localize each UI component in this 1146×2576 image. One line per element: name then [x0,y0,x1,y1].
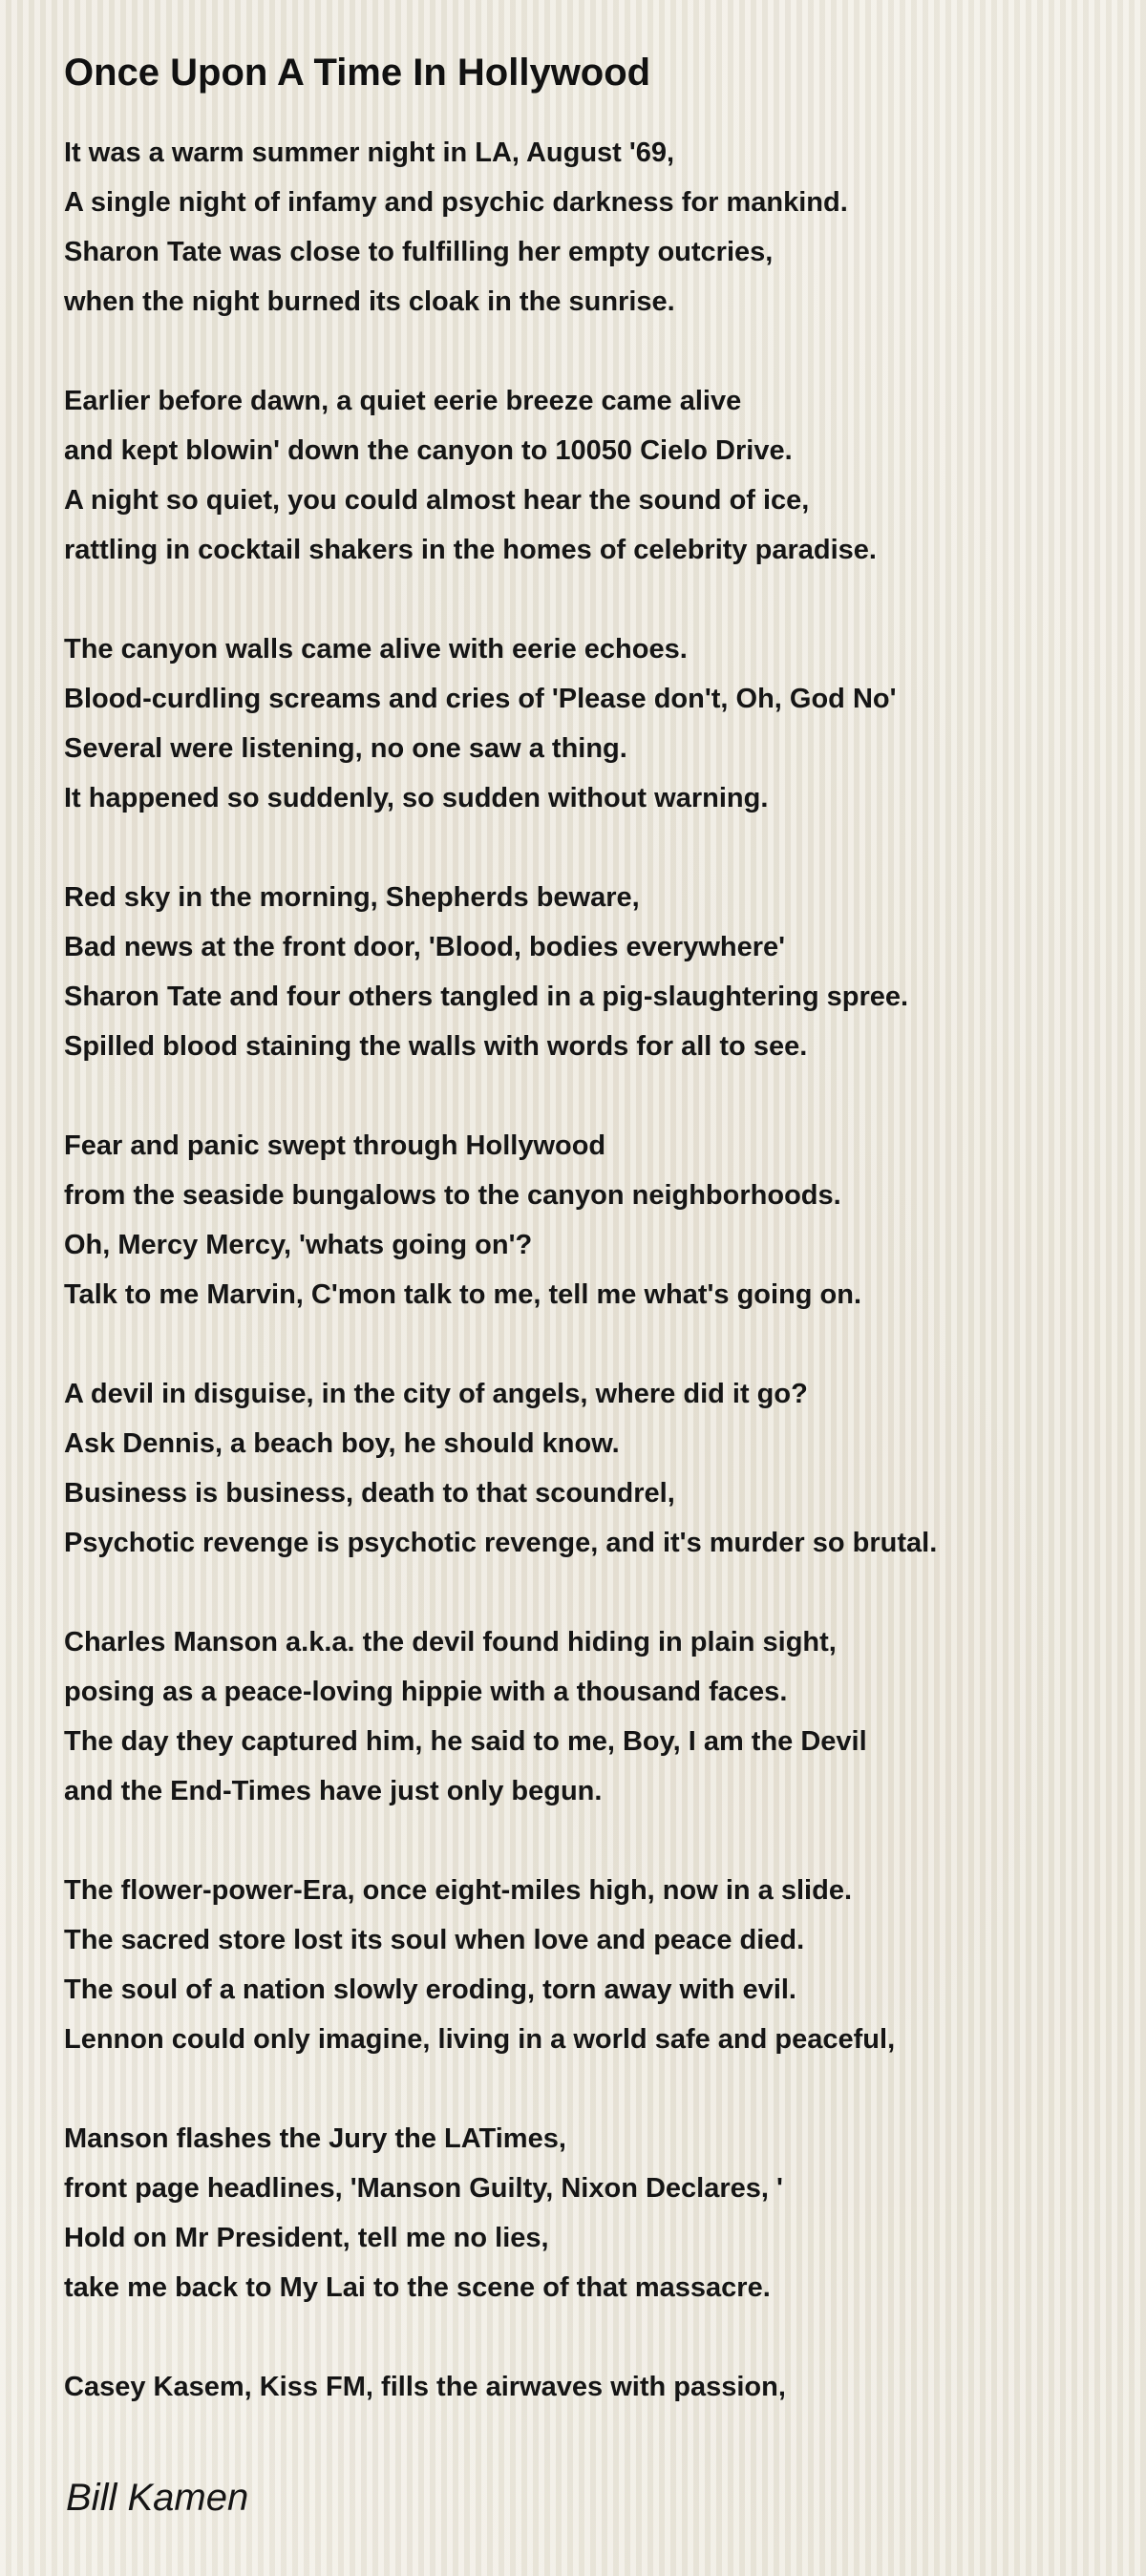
stanza [64,128,1086,327]
poem-line: A night so quiet, you could almost hear the sound of ice, [64,485,810,516]
stanza [64,2114,1086,2312]
poem-line: Manson flashes the Jury the LATimes, [64,2123,566,2154]
poem-line: Earlier before dawn, a quiet eerie breeze came alive [64,386,742,416]
poem-line: Red sky in the morning, Shepherds beware, [64,882,640,913]
stanza [64,1617,1086,1816]
poem-line: The day they captured him, he said to me, Boy, I am the Devil [64,1726,867,1757]
poem-line: Several were listening, no one saw a thing. [64,733,627,764]
poem-line: from the seaside bungalows to the canyon neighborhoods. [64,1180,841,1211]
stanza [64,1121,1086,1320]
poem-line: Blood-curdling screams and cries of 'Please don't, Oh, God No' [64,684,897,714]
poem-line: Sharon Tate and four others tangled in a pig-slaughtering spree. [64,982,909,1012]
poem-line: Talk to me Marvin, C'mon talk to me, tell me what's going on. [64,1279,862,1310]
poem-line: Bad news at the front door, 'Blood, bodies everywhere' [64,932,786,962]
poem-line: The canyon walls came alive with eerie echoes. [64,634,688,665]
poem-line: Business is business, death to that scoundrel, [64,1478,675,1509]
stanza [64,2362,1086,2412]
poem-line: Sharon Tate was close to fulfilling her empty outcries, [64,237,774,267]
poem-line: Psychotic revenge is psychotic revenge, and it's murder so brutal. [64,1528,938,1558]
stanza [64,376,1086,575]
poem-body [64,128,1086,2412]
poem-author-signature: Bill Kamen [66,2477,249,2519]
poem-line: The sacred store lost its soul when love and peace died. [64,1925,805,1955]
poem-line: Oh, Mercy Mercy, 'whats going on'? [64,1230,533,1260]
poem-line: Spilled blood staining the walls with words for all to see. [64,1031,808,1062]
poem-line: Ask Dennis, a beach boy, he should know. [64,1428,620,1459]
poem-line: A devil in disguise, in the city of angels, where did it go? [64,1379,808,1409]
poem-line: rattling in cocktail shakers in the homes of celebrity paradise. [64,535,877,565]
poem-line: posing as a peace-loving hippie with a thousand faces. [64,1677,788,1707]
poem-line: It was a warm summer night in LA, August '69, [64,137,675,168]
poem-line: and the End-Times have just only begun. [64,1776,603,1806]
poem-line: Lennon could only imagine, living in a world safe and peaceful, [64,2024,896,2055]
poem-line: front page headlines, 'Manson Guilty, Nixon Declares, ' [64,2173,783,2204]
poem-line: Casey Kasem, Kiss FM, fills the airwaves with passion, [64,2372,786,2402]
poem-line: when the night burned its cloak in the sunrise. [64,286,675,317]
poem-container [64,46,1086,2461]
poem-line: and kept blowin' down the canyon to 10050 Cielo Drive. [64,435,793,466]
poem-line: Fear and panic swept through Hollywood [64,1130,606,1161]
poem-title: Once Upon A Time In Hollywood [64,52,651,94]
stanza [64,1866,1086,2064]
stanza [64,1369,1086,1568]
poem-line: It happened so suddenly, so sudden without warning. [64,783,769,813]
stanza [64,624,1086,823]
poem-line: The soul of a nation slowly eroding, torn away with evil. [64,1974,796,2005]
poem-line: A single night of infamy and psychic darkness for mankind. [64,187,848,218]
poem-line: Charles Manson a.k.a. the devil found hiding in plain sight, [64,1627,837,1658]
poem-line: take me back to My Lai to the scene of that massacre. [64,2272,771,2303]
poem-line: The flower-power-Era, once eight-miles high, now in a slide. [64,1875,852,1906]
poem-line: Hold on Mr President, tell me no lies, [64,2223,549,2253]
stanza [64,873,1086,1071]
